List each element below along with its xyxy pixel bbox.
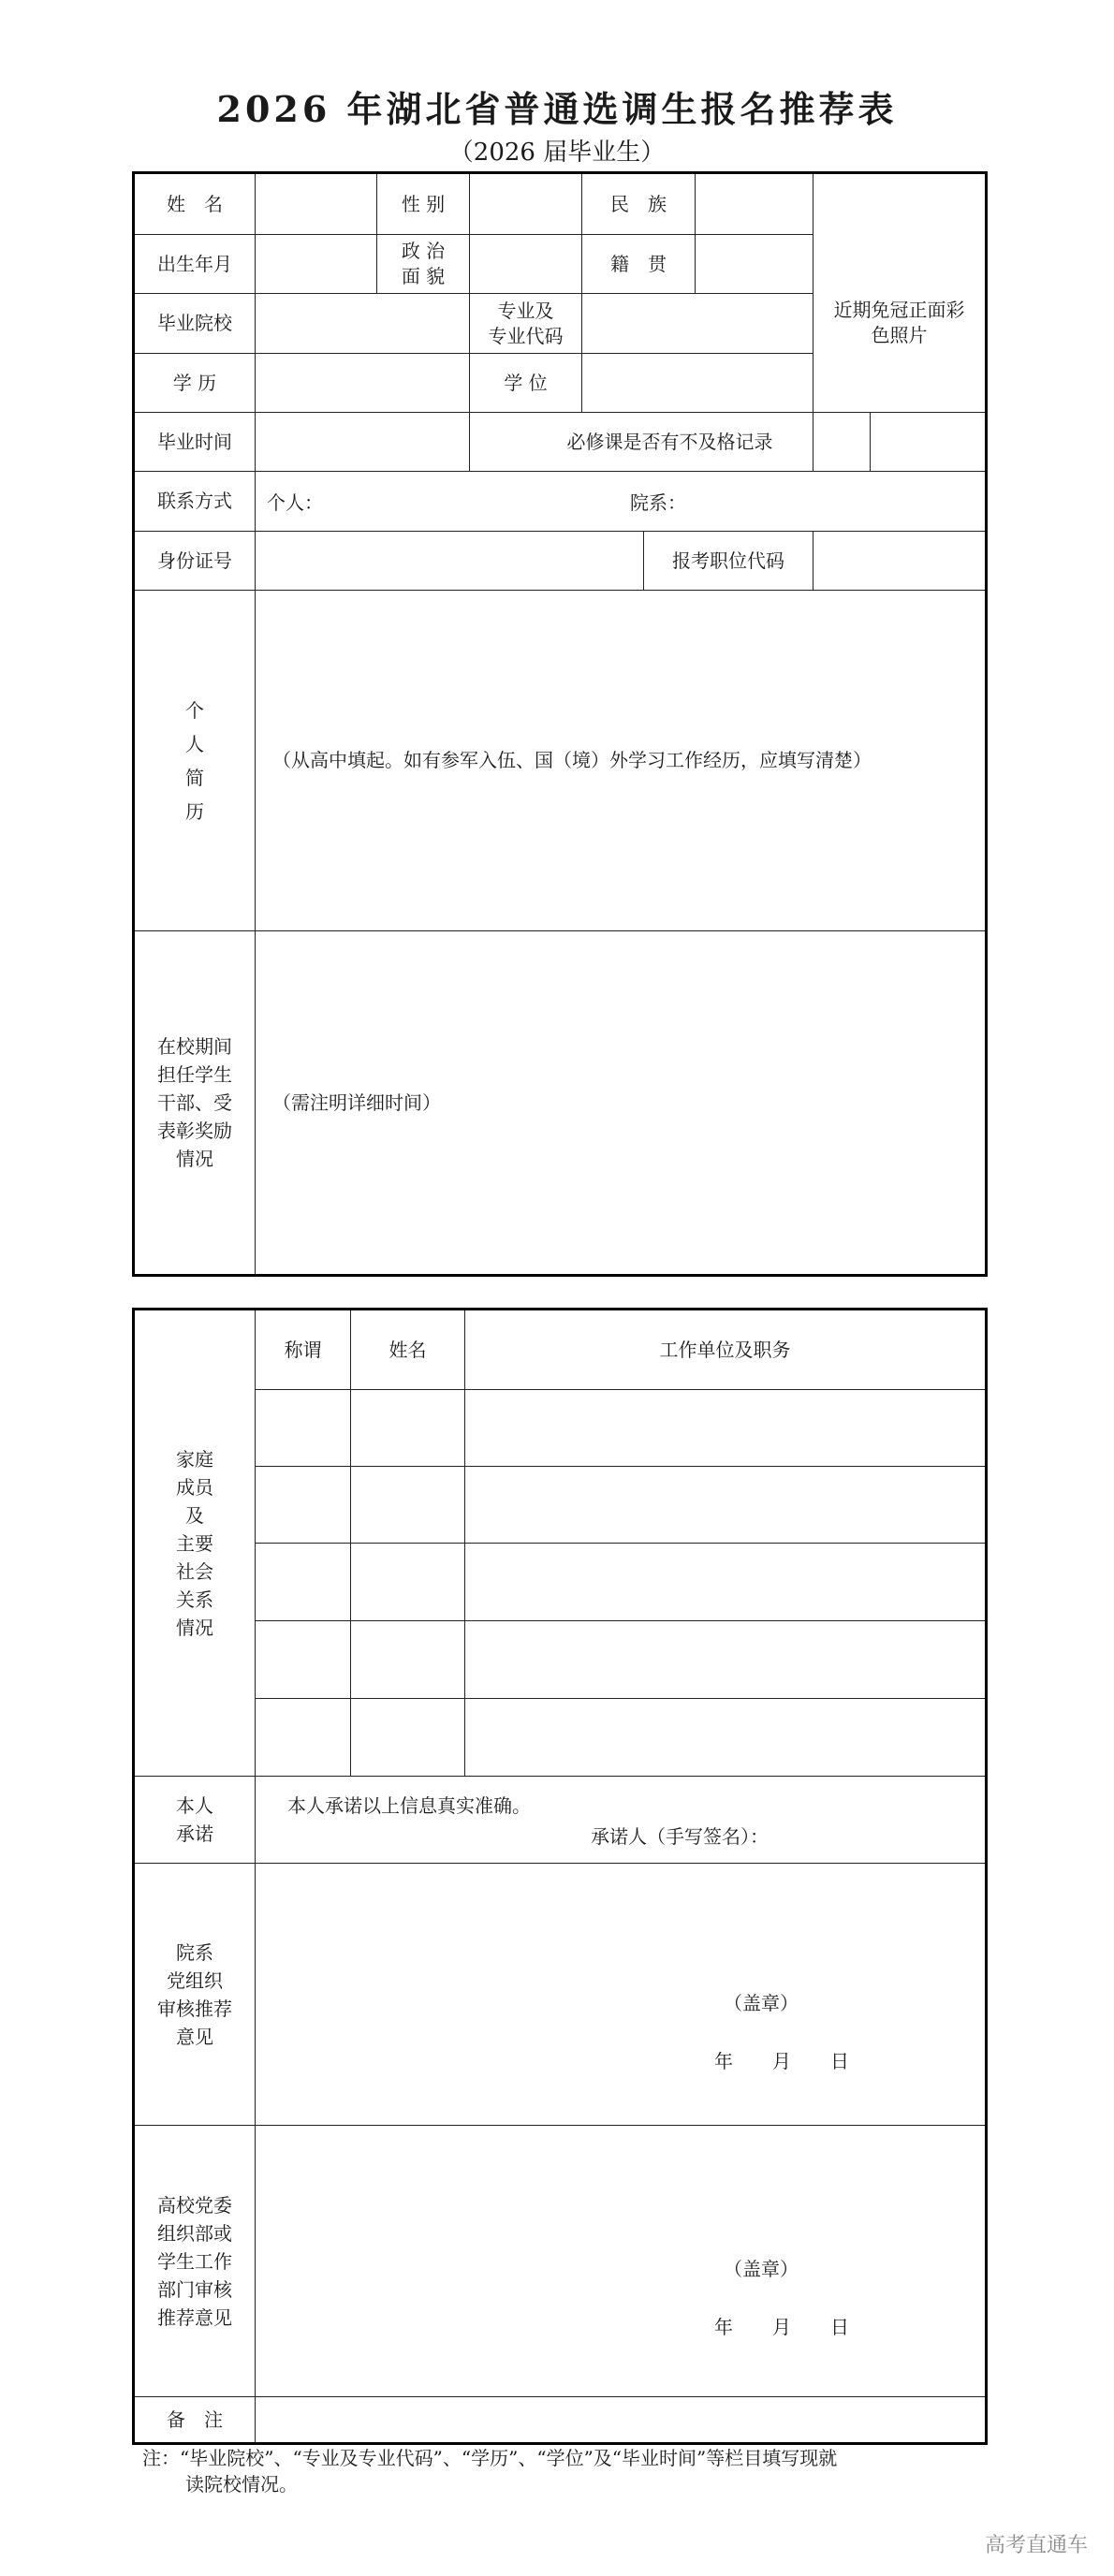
family-work-cell[interactable] <box>464 1543 986 1621</box>
univ-seal-label: （盖章） <box>724 2258 799 2280</box>
family-name-cell[interactable] <box>350 1698 465 1777</box>
family-relation-cell[interactable] <box>255 1698 351 1777</box>
field-awards[interactable] <box>255 930 986 1275</box>
field-degree[interactable] <box>581 353 814 413</box>
label-family-line: 家庭 <box>176 1447 213 1471</box>
label-remarks: 备 注 <box>134 2396 256 2443</box>
contact-dept-label: 院系： <box>630 491 686 514</box>
label-position-code: 报考职位代码 <box>643 531 814 591</box>
label-dept-line: 意见 <box>176 2025 213 2048</box>
label-contact: 联系方式 <box>134 471 256 532</box>
pledge-text: 本人承诺以上信息真实准确。 <box>287 1794 531 1817</box>
label-resume-char: 个 <box>185 698 204 722</box>
label-univ-line: 部门审核 <box>157 2277 232 2301</box>
univ-day-label: 日 <box>830 2316 849 2338</box>
resume-hint: （从高中填起。如有参军入伍、国（境）外学习工作经历，应填写清楚） <box>272 749 872 771</box>
label-pledge <box>134 1776 256 1864</box>
field-name[interactable] <box>255 173 377 235</box>
family-name-cell[interactable] <box>350 1620 465 1699</box>
family-relation-cell[interactable] <box>255 1466 351 1544</box>
field-dept-opinion[interactable] <box>255 1863 986 2126</box>
field-univ-opinion[interactable] <box>255 2125 986 2397</box>
field-remarks[interactable] <box>255 2396 986 2443</box>
field-pledge[interactable] <box>255 1776 986 1864</box>
label-dept-opinion <box>134 1863 256 2126</box>
family-relation-cell[interactable] <box>255 1543 351 1621</box>
label-name: 姓 名 <box>134 173 256 235</box>
label-ethnicity: 民 族 <box>581 173 696 235</box>
photo-label: 近期免冠正面彩色照片 <box>833 298 965 346</box>
label-resume-char: 人 <box>185 732 204 755</box>
label-native-place: 籍 贯 <box>581 234 696 294</box>
dept-year-label: 年 <box>714 2050 733 2072</box>
field-major[interactable] <box>581 293 814 354</box>
form-title: 2026 年湖北省普通选调生报名推荐表 <box>216 88 898 130</box>
header-name: 姓名 <box>350 1310 465 1390</box>
label-pledge-line: 本人 <box>176 1794 213 1817</box>
label-family-line: 情况 <box>176 1616 213 1639</box>
univ-month-label: 月 <box>772 2316 791 2338</box>
family-name-cell[interactable] <box>350 1466 465 1544</box>
field-gender[interactable] <box>469 173 582 235</box>
label-pledge-line: 承诺 <box>176 1822 213 1845</box>
dept-seal-label: （盖章） <box>724 1992 799 2014</box>
label-family-line: 关系 <box>176 1588 213 1611</box>
univ-year-label: 年 <box>714 2316 733 2338</box>
family-relation-cell[interactable] <box>255 1389 351 1467</box>
field-id-number[interactable] <box>255 531 644 591</box>
label-dept-line: 党组织 <box>167 1969 223 1992</box>
contact-personal-label: 个人： <box>267 491 323 514</box>
family-name-cell[interactable] <box>350 1543 465 1621</box>
label-id-number: 身份证号 <box>134 531 256 591</box>
field-resume[interactable] <box>255 590 986 931</box>
field-political[interactable] <box>469 234 582 294</box>
label-awards-line: 干部、受 <box>157 1091 232 1114</box>
label-dept-line: 院系 <box>176 1940 213 1964</box>
label-resume <box>134 590 256 931</box>
awards-hint: （需注明详细时间） <box>272 1090 441 1114</box>
label-failed-courses: 必修课是否有不及格记录 <box>469 412 871 472</box>
label-univ-opinion <box>134 2125 256 2397</box>
label-awards-line: 在校期间 <box>157 1035 232 1058</box>
label-birth: 出生年月 <box>134 234 256 294</box>
label-major-line: 专业及 <box>497 299 554 322</box>
label-awards-line: 表彰奖励 <box>157 1120 232 1142</box>
label-univ-line: 组织部或 <box>157 2221 232 2245</box>
header-work: 工作单位及职务 <box>464 1310 986 1390</box>
label-awards-line: 担任学生 <box>157 1063 232 1086</box>
label-family-line: 及 <box>185 1503 204 1527</box>
field-grad-time[interactable] <box>255 412 470 472</box>
dept-month-label: 月 <box>772 2050 791 2072</box>
family-work-cell[interactable] <box>464 1698 986 1777</box>
footnote-line1: 注：“毕业院校”、“专业及专业代码”、“学历”、“学位”及“毕业时间”等栏目填写现就 <box>142 2447 838 2469</box>
footnote-line2: 读院校情况。 <box>185 2473 298 2496</box>
field-birth[interactable] <box>255 234 377 294</box>
label-univ-line: 学生工作 <box>157 2249 232 2273</box>
header-relation: 称谓 <box>255 1310 351 1390</box>
label-resume-char: 历 <box>185 799 204 823</box>
field-ethnicity[interactable] <box>695 173 814 235</box>
field-school[interactable] <box>255 293 470 354</box>
family-name-cell[interactable] <box>350 1389 465 1467</box>
dept-day-label: 日 <box>830 2050 849 2072</box>
label-univ-line: 推荐意见 <box>157 2305 232 2329</box>
family-work-cell[interactable] <box>464 1620 986 1699</box>
label-awards <box>134 930 256 1275</box>
label-gender: 性 别 <box>376 173 470 235</box>
field-position-code[interactable] <box>813 531 986 591</box>
label-univ-line: 高校党委 <box>157 2193 232 2217</box>
label-grad-time: 毕业时间 <box>134 412 256 472</box>
label-school: 毕业院校 <box>134 293 256 354</box>
family-work-cell[interactable] <box>464 1466 986 1544</box>
field-native-place[interactable] <box>695 234 814 294</box>
label-major-line: 专业代码 <box>488 324 564 347</box>
label-awards-line: 情况 <box>176 1148 213 1170</box>
label-education: 学 历 <box>134 353 256 413</box>
label-family-line: 主要 <box>176 1531 213 1555</box>
field-education[interactable] <box>255 353 470 413</box>
label-resume-char: 简 <box>185 766 204 789</box>
family-relation-cell[interactable] <box>255 1620 351 1699</box>
pledge-sign-label: 承诺人（手写签名）： <box>591 1825 769 1848</box>
label-political-line: 政 治 <box>401 240 446 262</box>
label-family-line: 成员 <box>176 1475 213 1499</box>
field-contact[interactable] <box>255 471 986 532</box>
label-family <box>134 1310 256 1777</box>
label-political-line: 面 貌 <box>401 265 446 287</box>
label-degree: 学 位 <box>469 353 582 413</box>
label-major <box>469 293 582 354</box>
field-failed-courses[interactable] <box>870 412 986 472</box>
form-subtitle: （2026 届毕业生） <box>448 139 666 167</box>
label-family-line: 社会 <box>176 1559 213 1583</box>
label-political <box>376 234 470 294</box>
label-dept-line: 审核推荐 <box>157 1997 232 2020</box>
footnote <box>142 2445 1004 2497</box>
family-work-cell[interactable] <box>464 1389 986 1467</box>
watermark: 高考直通车 <box>985 2534 1089 2557</box>
